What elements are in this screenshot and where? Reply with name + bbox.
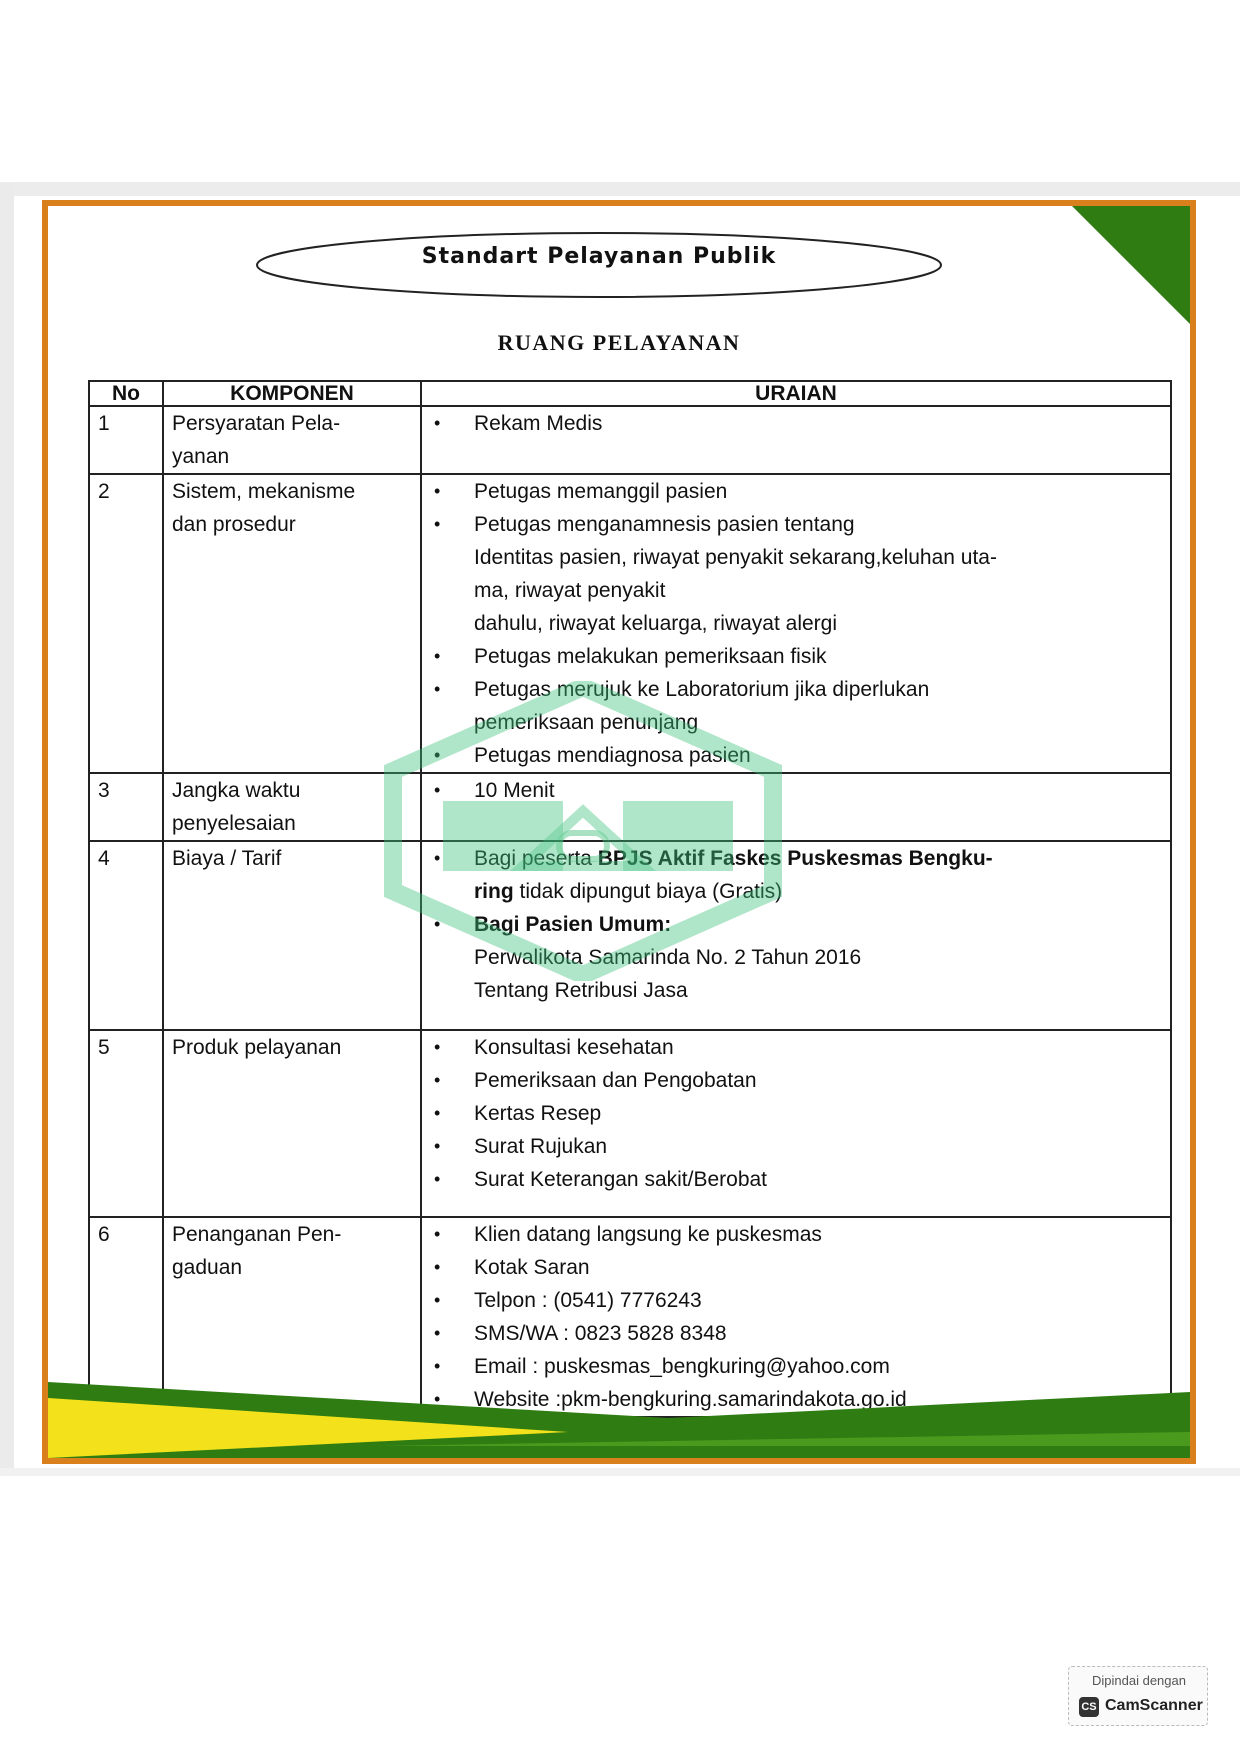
item-text: SMS/WA : 0823 5828 8348 bbox=[474, 1322, 727, 1345]
item-text: 10 Menit bbox=[474, 779, 555, 802]
list-item bbox=[474, 1317, 1162, 1350]
list-item bbox=[474, 706, 1162, 739]
item-text: Perwalikota Samarinda No. 2 Tahun 2016 bbox=[474, 946, 862, 969]
item-text: Rekam Medis bbox=[474, 412, 603, 435]
item-text: Konsultasi kesehatan bbox=[474, 1036, 674, 1059]
row-uraian bbox=[421, 773, 1171, 841]
item-text: Petugas memanggil pasien bbox=[474, 480, 728, 503]
uraian-list bbox=[430, 1031, 1162, 1196]
item-text: Telpon : (0541) 7776243 bbox=[474, 1289, 702, 1312]
service-standard-table bbox=[88, 380, 1172, 1418]
list-item bbox=[474, 1130, 1162, 1163]
list-item bbox=[474, 1064, 1162, 1097]
list-item bbox=[474, 1097, 1162, 1130]
header-no: No bbox=[89, 381, 163, 406]
table-row bbox=[89, 406, 1171, 474]
row-komponen: Jangka waktu penyelesaian bbox=[163, 773, 421, 841]
document-title: Standart Pelayanan Publik bbox=[421, 244, 777, 269]
row-komponen: Sistem, mekanisme dan prosedur bbox=[163, 474, 421, 773]
list-item bbox=[474, 508, 1162, 541]
item-text: tidak dipungut biaya (Gratis) bbox=[513, 880, 783, 903]
item-text: pemeriksaan penunjang bbox=[474, 711, 699, 734]
scanner-name: CamScanner bbox=[1105, 1697, 1203, 1714]
row-komponen: Penanganan Pen- gaduan bbox=[163, 1217, 421, 1417]
table-row bbox=[89, 1030, 1171, 1217]
item-text: Petugas melakukan pemeriksaan fisik bbox=[474, 645, 827, 668]
list-item bbox=[474, 407, 1162, 440]
camscanner-logo-icon: CS bbox=[1079, 1697, 1099, 1717]
document-subtitle: RUANG PELAYANAN bbox=[497, 330, 741, 355]
list-item bbox=[474, 1031, 1162, 1064]
list-item bbox=[474, 774, 1162, 807]
row-komponen: Produk pelayanan bbox=[163, 1030, 421, 1217]
table-header-row bbox=[89, 381, 1171, 406]
item-text: Kertas Resep bbox=[474, 1102, 602, 1125]
item-text: ma, riwayat penyakit bbox=[474, 579, 666, 602]
item-text: Bagi peserta bbox=[474, 847, 598, 870]
item-text: dahulu, riwayat keluarga, riwayat alergi bbox=[474, 612, 838, 635]
service-standard-sheet bbox=[42, 200, 1196, 1464]
item-text: Kotak Saran bbox=[474, 1256, 590, 1279]
item-text: Surat Rujukan bbox=[474, 1135, 608, 1158]
green-yellow-footer-band bbox=[48, 1362, 1190, 1458]
scanner-caption: Dipindai dengan bbox=[1092, 1673, 1186, 1688]
bold-text: ring bbox=[474, 880, 514, 903]
row-komponen: Biaya / Tarif bbox=[163, 841, 421, 1030]
list-item bbox=[474, 974, 1162, 1007]
uraian-list bbox=[430, 842, 1162, 1007]
row-number: 6 bbox=[89, 1217, 163, 1417]
list-item bbox=[474, 1284, 1162, 1317]
list-item bbox=[474, 842, 1162, 875]
item-text: Email : puskesmas_bengkuring@yahoo.com bbox=[474, 1355, 890, 1378]
row-number: 4 bbox=[89, 841, 163, 1030]
item-text: Petugas merujuk ke Laboratorium jika diperlukan bbox=[474, 678, 930, 701]
row-number: 5 bbox=[89, 1030, 163, 1217]
row-number: 1 bbox=[89, 406, 163, 474]
scan-edge-left bbox=[0, 182, 14, 1472]
item-text: Tentang Retribusi Jasa bbox=[474, 979, 688, 1002]
item-text: Petugas menganamnesis pasien tentang bbox=[474, 513, 855, 536]
list-item bbox=[474, 673, 1162, 706]
table-row bbox=[89, 841, 1171, 1030]
bold-text: Bagi Pasien Umum: bbox=[474, 913, 672, 936]
uraian-list bbox=[430, 774, 1162, 807]
list-item bbox=[474, 1251, 1162, 1284]
title-ellipse bbox=[254, 230, 944, 300]
list-item bbox=[474, 875, 1162, 908]
header-uraian: URAIAN bbox=[421, 381, 1171, 406]
list-item bbox=[474, 640, 1162, 673]
list-item bbox=[474, 1163, 1162, 1196]
green-corner-decoration bbox=[1072, 206, 1190, 324]
scan-edge-bottom bbox=[0, 1468, 1240, 1476]
header-komponen: KOMPONEN bbox=[163, 381, 421, 406]
list-item bbox=[474, 574, 1162, 607]
bold-text: BPJS Aktif Faskes Puskesmas Bengku- bbox=[597, 847, 993, 870]
item-text: Petugas mendiagnosa pasien bbox=[474, 744, 751, 767]
list-item bbox=[474, 475, 1162, 508]
list-item bbox=[474, 541, 1162, 574]
uraian-list bbox=[430, 407, 1162, 440]
list-item bbox=[474, 908, 1162, 941]
row-uraian bbox=[421, 841, 1171, 1030]
uraian-list bbox=[430, 475, 1162, 772]
item-text: Klien datang langsung ke puskesmas bbox=[474, 1223, 822, 1246]
list-item bbox=[474, 607, 1162, 640]
table-row bbox=[89, 474, 1171, 773]
camscanner-badge bbox=[1068, 1666, 1208, 1726]
item-text: Pemeriksaan dan Pengobatan bbox=[474, 1069, 757, 1092]
list-item bbox=[474, 739, 1162, 772]
row-number: 3 bbox=[89, 773, 163, 841]
row-uraian bbox=[421, 1030, 1171, 1217]
list-item bbox=[474, 941, 1162, 974]
item-text: Identitas pasien, riwayat penyakit sekarang,keluhan uta- bbox=[474, 546, 997, 569]
row-komponen: Persyaratan Pela- yanan bbox=[163, 406, 421, 474]
row-uraian bbox=[421, 474, 1171, 773]
scan-edge-top bbox=[0, 182, 1240, 196]
item-text: Website :pkm-bengkuring.samarindakota.go.id bbox=[474, 1388, 907, 1411]
table-row bbox=[89, 773, 1171, 841]
row-uraian bbox=[421, 406, 1171, 474]
list-item bbox=[474, 1218, 1162, 1251]
row-number: 2 bbox=[89, 474, 163, 773]
item-text: Surat Keterangan sakit/Berobat bbox=[474, 1168, 768, 1191]
